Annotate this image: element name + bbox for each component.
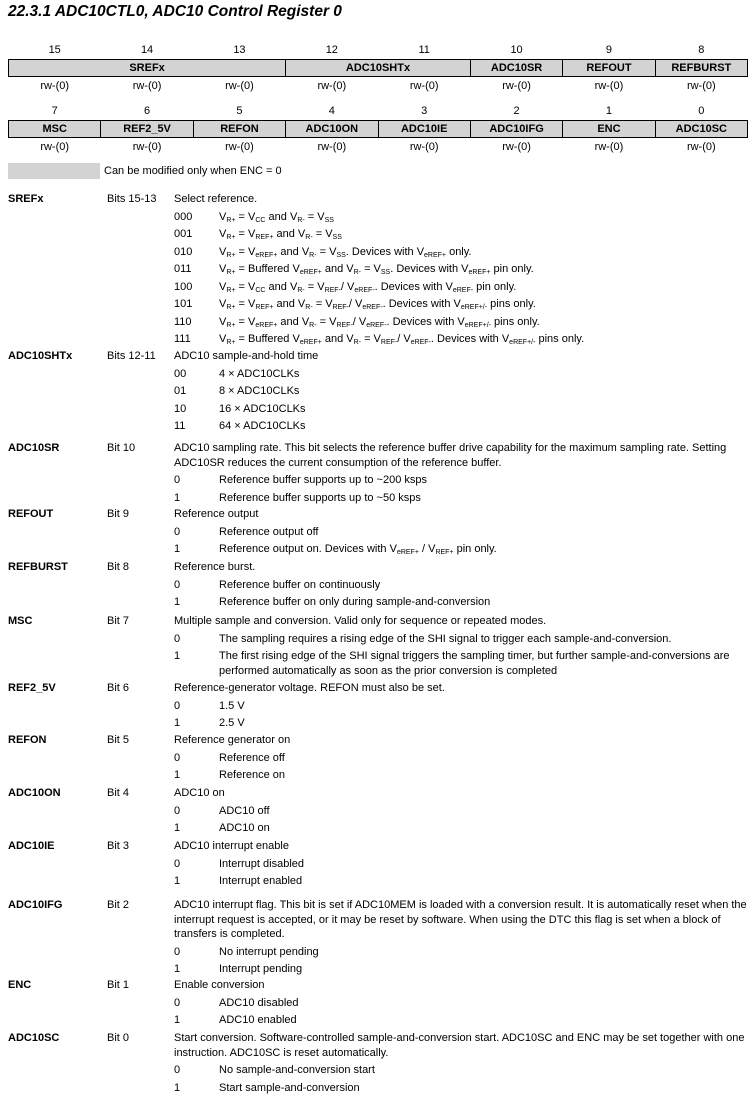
bit-number: 8	[698, 44, 705, 56]
field-name: MSC	[8, 615, 33, 627]
option-row: 1 Reference output on. Devices with $V_{eREF+} / V_{REF+}$ pin only.	[174, 543, 497, 556]
field-name: REFON	[8, 734, 47, 746]
field-cell-adc10sr: ADC10SR	[470, 60, 562, 77]
option-row: 0 ADC10 disabled	[174, 996, 299, 1009]
field-description: Enable conversion	[174, 979, 265, 991]
access-type: rw-(0)	[132, 140, 162, 153]
bit-number: 3	[421, 105, 428, 117]
field-cell-refout: REFOUT	[563, 60, 655, 77]
field-name: ADC10SR	[8, 442, 60, 454]
field-cell-ref2-5v: REF2_5V	[101, 121, 193, 138]
access-type: rw-(0)	[409, 140, 439, 153]
bit-number: 12	[325, 44, 338, 56]
field-name: SREFx	[8, 193, 44, 205]
access-type: rw-(0)	[132, 79, 162, 92]
field-bits: Bit 10	[107, 442, 136, 454]
field-description: ADC10 interrupt enable	[174, 840, 289, 852]
option-row: 0 No interrupt pending	[174, 945, 319, 958]
option-row: 1 Interrupt enabled	[174, 875, 303, 887]
option-row: 0 Reference buffer on continuously	[174, 578, 381, 591]
access-type: rw-(0)	[40, 140, 70, 153]
bit-number: 6	[144, 105, 151, 117]
bit-number: 2	[513, 105, 520, 117]
field-bits: Bit 5	[107, 734, 130, 746]
bit-number: 1	[605, 105, 612, 117]
access-type: rw-(0)	[686, 79, 716, 92]
field-cell-adc10ifg: ADC10IFG	[470, 121, 562, 138]
field-name: ADC10IFG	[8, 899, 63, 911]
legend-swatch	[8, 163, 100, 179]
field-description: ADC10 interrupt flag. This bit is set if ADC10MEM is loaded with a conversion result. It is automatically reset when the interrupt request is accepted, or it may be reset by software. When using the DTC this flag is set when a block of transfers is completed.	[174, 899, 747, 940]
option-row: 1 2.5 V	[174, 717, 245, 729]
field-description: Multiple sample and conversion. Valid only for sequence or repeated modes.	[174, 615, 547, 627]
option-row: 100 $V_{R+} = V_{CC}$ and $V_{R-} = V_{REF-}/$ $V_{eREF-}$. Devices with $V_{eREF-}$ pin only.	[174, 280, 517, 294]
field-bits: Bit 4	[107, 787, 130, 799]
field-description: ADC10 sample-and-hold time	[174, 350, 319, 362]
field-name: ADC10ON	[8, 787, 61, 799]
field-description: Reference-generator voltage. REFON must also be set.	[174, 682, 445, 694]
option-row: 1 The first rising edge of the SHI signal triggers the sampling timer, but further sample-and-conversions are performed automatically as soon as the prior conversion is completed	[174, 650, 730, 677]
field-bits: Bits 12-11	[107, 350, 156, 362]
field-cell-adc10sc: ADC10SC	[655, 121, 747, 138]
access-type: rw-(0)	[502, 79, 531, 92]
field-bits: Bit 7	[107, 615, 130, 627]
option-row: 0 No sample-and-conversion start	[174, 1064, 375, 1076]
field-bits: Bit 0	[107, 1032, 130, 1044]
field-cell-refburst: REFBURST	[655, 60, 747, 77]
bit-number: 7	[51, 105, 58, 117]
field-cell-adc10shtx: ADC10SHTx	[286, 60, 471, 77]
option-row: 0 Reference off	[174, 751, 285, 764]
option-row: 01 8 × ADC10CLKs	[174, 385, 300, 397]
option-row: 0 The sampling requires a rising edge of the SHI signal to trigger each sample-and-conversion.	[174, 632, 672, 645]
option-row: 1 ADC10 on	[174, 822, 270, 834]
field-description: Reference generator on	[174, 734, 291, 746]
access-type: rw-(0)	[594, 140, 624, 153]
access-type: rw-(0)	[225, 79, 254, 92]
field-cell-enc: ENC	[563, 121, 655, 138]
access-type: rw-(0)	[502, 140, 531, 153]
access-type: rw-(0)	[686, 140, 716, 153]
option-row: 101 $V_{R+} = V_{REF+}$ and $V_{R-} = V_{REF-}/$ $V_{eREF-}$. Devices with $V_{eREF+/-}$ pins only.	[174, 298, 536, 311]
bit-number: 10	[510, 44, 523, 56]
field-bits: Bit 9	[107, 508, 130, 520]
option-row: 1 Reference on	[174, 769, 286, 781]
option-row: 110 $V_{R+} = V_{eREF+}$ and $V_{R-} = V_{REF-}/$ $V_{eREF-}$. Devices with $V_{eREF+/-}$ pins only.	[174, 315, 540, 329]
field-name: ADC10SHTx	[8, 350, 73, 362]
bit-number: 15	[48, 44, 61, 56]
field-bits: Bit 3	[107, 840, 130, 852]
access-type: rw-(0)	[40, 79, 70, 92]
option-row: 000 $V_{R+} = V_{CC}$ and $V_{R-} = V_{SS}$	[174, 210, 334, 224]
option-row: 0 Interrupt disabled	[174, 857, 304, 870]
field-cell-msc: MSC	[9, 121, 101, 138]
access-type: rw-(0)	[317, 79, 347, 92]
field-name: REF2_5V	[8, 682, 56, 694]
field-cell-refon: REFON	[193, 121, 285, 138]
access-type: rw-(0)	[317, 140, 347, 153]
field-name: ADC10IE	[8, 840, 55, 852]
field-description: Start conversion. Software-controlled sample-and-conversion start. ADC10SC and ENC may be set together with one instruction. ADC10SC is reset automatically.	[174, 1032, 745, 1059]
field-name: ADC10SC	[8, 1032, 60, 1044]
bit-number: 14	[140, 44, 154, 56]
field-description: ADC10 on	[174, 787, 225, 799]
option-row: 0 Reference buffer supports up to ~200 ksps	[174, 474, 428, 486]
option-row: 011 $V_{R+}$ = Buffered $V_{eREF+}$ and $V_{R-} = V_{SS}$. Devices with $V_{eREF+}$ pin only.	[174, 263, 534, 276]
bit-number: 9	[605, 44, 612, 56]
field-name: REFOUT	[8, 508, 54, 520]
field-cell-adc10ie: ADC10IE	[378, 121, 470, 138]
option-row: 00 4 × ADC10CLKs	[174, 367, 300, 380]
access-type: rw-(0)	[409, 79, 439, 92]
option-row: 1 Interrupt pending	[174, 963, 303, 975]
option-row: 1 Reference buffer supports up to ~50 ksps	[174, 491, 421, 504]
option-row: 0 Reference output off	[174, 525, 319, 538]
field-bits: Bit 8	[107, 561, 130, 573]
bit-number: 13	[233, 44, 246, 56]
option-row: 111 $V_{R+}$ = Buffered $V_{eREF+}$ and $V_{R-} = V_{REF-}/$ $V_{eREF-}$. Devices with $V_{eREF+/-}$ pins only.	[174, 333, 585, 346]
field-description: Reference output	[174, 508, 259, 520]
option-row: 1 Start sample-and-conversion	[174, 1081, 360, 1094]
field-cell-srefx: SREFx	[9, 60, 286, 77]
option-row: 10 16 × ADC10CLKs	[174, 402, 306, 415]
field-bits: Bits 15-13	[107, 193, 157, 205]
option-row: 1 Reference buffer on only during sample-and-conversion	[174, 596, 491, 608]
option-row: 001 $V_{R+} = V_{REF+}$ and $V_{R-} = V_{SS}$	[174, 228, 342, 241]
field-bits: Bit 1	[107, 979, 130, 991]
field-description: Select reference.	[174, 193, 258, 205]
field-cell-adc10on: ADC10ON	[286, 121, 378, 138]
bit-number: 11	[418, 44, 430, 56]
option-row: 11 64 × ADC10CLKs	[174, 420, 306, 432]
option-row: 0 1.5 V	[174, 699, 245, 712]
access-type: rw-(0)	[594, 79, 624, 92]
bit-number: 0	[698, 105, 705, 117]
field-bits: Bit 2	[107, 899, 130, 911]
bit-number: 4	[328, 105, 335, 117]
option-row: 0 ADC10 off	[174, 804, 270, 817]
option-row: 1 ADC10 enabled	[174, 1014, 297, 1026]
option-row: 010 $V_{R+} = V_{eREF+}$ and $V_{R-} = V_{SS}$. Devices with $V_{eREF+}$ only.	[174, 245, 472, 259]
access-type: rw-(0)	[225, 140, 254, 153]
field-bits: Bit 6	[107, 682, 130, 694]
register-table-lower	[8, 102, 748, 155]
section-title: 22.3.1 ADC10CTL0, ADC10 Control Register 0	[8, 3, 342, 20]
register-table-upper	[8, 41, 748, 94]
field-description: ADC10 sampling rate. This bit selects the reference buffer drive capability for the maximum sampling rate. Setting ADC10SR reduces the current consumption of the reference buffer.	[174, 442, 727, 469]
field-description: Reference burst.	[174, 561, 256, 573]
bit-number: 5	[236, 105, 243, 117]
field-name: REFBURST	[8, 561, 68, 573]
field-name: ENC	[8, 979, 32, 991]
legend-text: Can be modified only when ENC = 0	[104, 165, 282, 177]
